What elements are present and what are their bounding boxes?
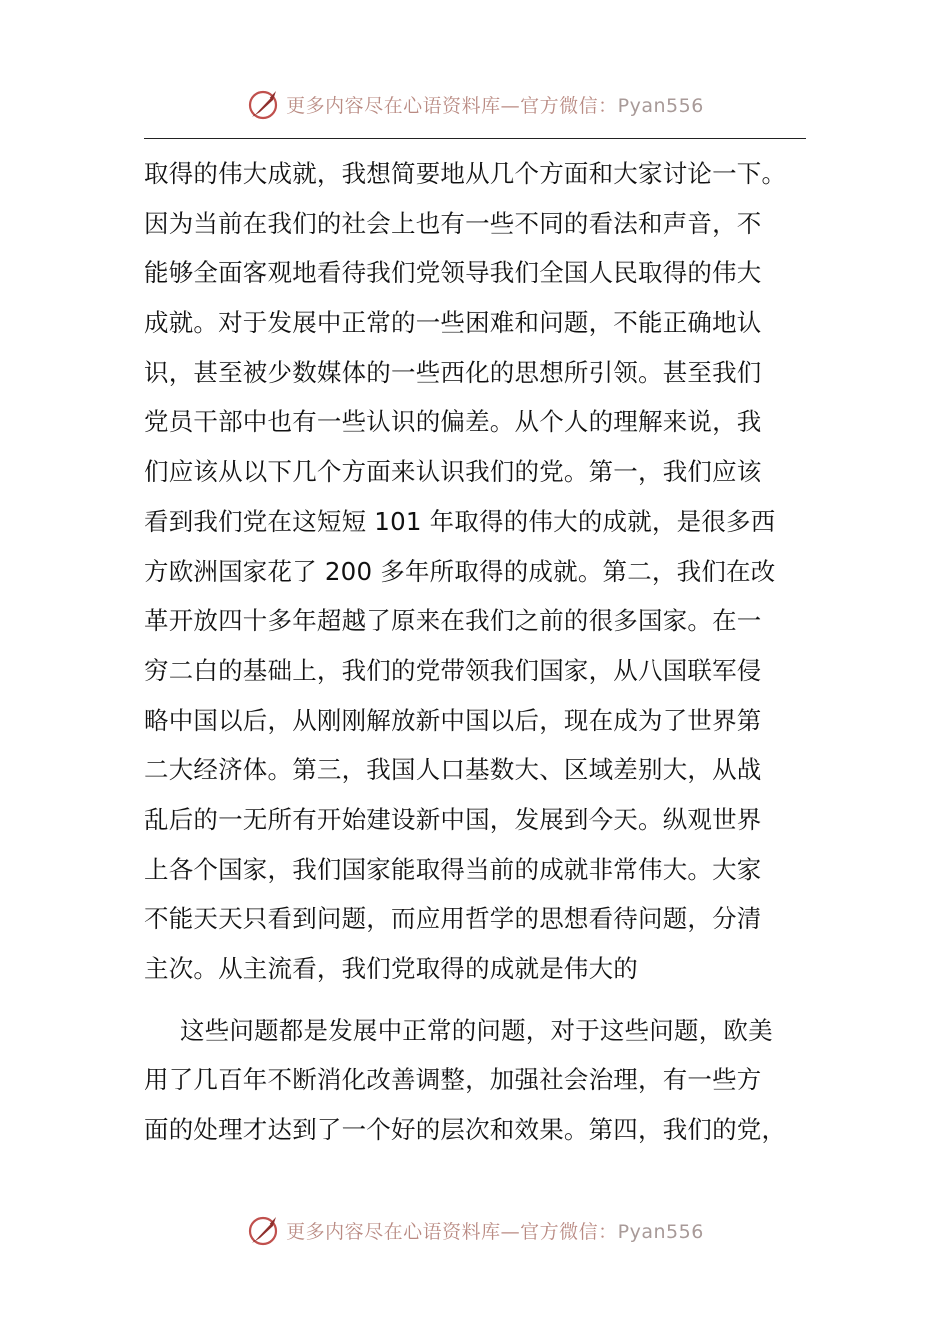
paragraph-2-line: 这些问题都是发展中正常的问题，对于这些问题，欧美 bbox=[180, 1015, 773, 1045]
paragraph-1-line: 主次。从主流看，我们党取得的成就是伟大的 bbox=[144, 954, 638, 983]
paragraph-2-line: 用了几百年不断消化改善调整，加强社会治理，有一些方 bbox=[144, 1065, 762, 1095]
paragraph-1-line: 方欧洲国家花了 200 多年所取得的成就。第二，我们在改 bbox=[144, 556, 776, 586]
paragraph-1-line: 成就。对于发展中正常的一些困难和问题，不能正确地认 bbox=[144, 308, 762, 338]
paragraph-1-line: 识，甚至被少数媒体的一些西化的思想所引领。甚至我们 bbox=[144, 357, 762, 387]
paragraph-1-line: 们应该从以下几个方面来认识我们的党。第一，我们应该 bbox=[144, 457, 762, 487]
paragraph-gap bbox=[144, 994, 806, 1006]
paragraph-1-line: 不能天天只看到问题，而应用哲学的思想看待问题，分清 bbox=[144, 904, 762, 934]
paragraph-1-line: 略中国以后，从刚刚解放新中国以后，现在成为了世界第 bbox=[144, 705, 762, 735]
header-watermark bbox=[0, 84, 950, 124]
paragraph-1-line: 上各个国家，我们国家能取得当前的成就非常伟大。大家 bbox=[144, 854, 762, 884]
wechat-id: Pyan556 bbox=[617, 1220, 704, 1243]
paragraph-1-line: 二大经济体。第三，我国人口基数大、区域差别大，从战 bbox=[144, 755, 762, 785]
quill-logo-icon bbox=[246, 86, 282, 122]
paragraph-1-line: 穷二白的基础上，我们的党带领我们国家，从八国联军侵 bbox=[144, 655, 762, 685]
paragraph-1-line: 能够全面客观地看待我们党领导我们全国人民取得的伟大 bbox=[144, 258, 762, 288]
footer-watermark bbox=[0, 1210, 950, 1250]
quill-logo-icon bbox=[246, 1212, 282, 1248]
paragraph-1-line: 看到我们党在这短短 101 年取得的伟大的成就，是很多西 bbox=[144, 506, 776, 536]
watermark-text: 更多内容尽在心语资料库—官方微信：Pyan556 bbox=[286, 1220, 704, 1243]
paragraph-2-line: 面的处理才达到了一个好的层次和效果。第四，我们的党， bbox=[144, 1115, 787, 1145]
paragraph-1-line: 乱后的一无所有开始建设新中国，发展到今天。纵观世界 bbox=[144, 804, 762, 834]
paragraph-1-line: 党员干部中也有一些认识的偏差。从个人的理解来说，我 bbox=[144, 407, 762, 437]
header-rule bbox=[144, 138, 806, 139]
paragraph-1-line: 取得的伟大成就，我想简要地从几个方面和大家讨论一下。 bbox=[144, 159, 787, 188]
paragraph-1-line: 因为当前在我们的社会上也有一些不同的看法和声音，不 bbox=[144, 208, 762, 238]
document-body bbox=[144, 149, 806, 1155]
wechat-id: Pyan556 bbox=[617, 94, 704, 117]
paragraph-1-line: 革开放四十多年超越了原来在我们之前的很多国家。在一 bbox=[144, 606, 762, 636]
watermark-text: 更多内容尽在心语资料库—官方微信：Pyan556 bbox=[286, 94, 704, 117]
